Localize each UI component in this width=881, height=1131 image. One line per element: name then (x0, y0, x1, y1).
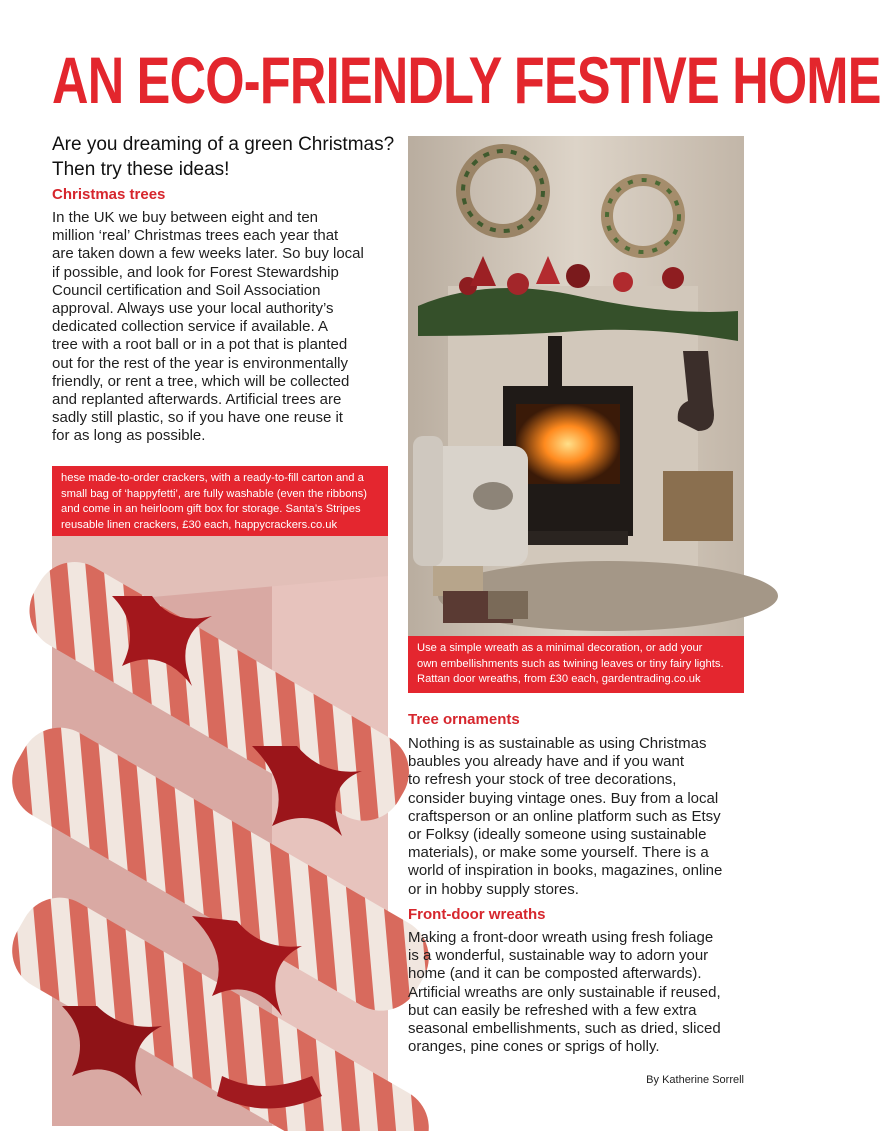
text-line: or Folksy (ideally someone using sustainable (408, 826, 707, 844)
text-line: tree with a root ball or in a pot that is planted (52, 336, 348, 354)
text-line: baubles you already have and if you want (408, 753, 685, 771)
text-line: if possible, and look for Forest Stewardship (52, 263, 339, 281)
text-line: oranges, pine cones or sprigs of holly. (408, 1038, 660, 1056)
caption-line: reusable linen crackers, £30 each, happycrackers.co.uk (61, 518, 338, 531)
caption-line: Use a simple wreath as a minimal decoration, or add your (417, 642, 703, 654)
page-title: AN ECO-FRIENDLY FESTIVE HOME (52, 43, 881, 117)
front-door-wreaths-heading: Front-door wreaths (408, 906, 546, 923)
text-line: Council certification and Soil Association (52, 281, 321, 299)
text-line: to refresh your stock of tree decorations, (408, 771, 677, 789)
caption-line: small bag of ‘happyfetti’, are fully washable (even the ribbons) (61, 487, 367, 500)
text-line: but can easily be refreshed with a few extra (408, 1001, 697, 1019)
christmas-trees-text (52, 209, 397, 446)
caption-line: and come in an heirloom gift box for storage. Santa’s Stripes (61, 503, 361, 515)
text-line: Nothing is as sustainable as using Christmas (408, 735, 707, 752)
tree-ornaments-heading: Tree ornaments (408, 711, 520, 728)
text-line: home (and it can be composted afterwards). (408, 965, 702, 983)
intro-line-1: Are you dreaming of a green Christmas? (52, 134, 395, 155)
intro-line-2: Then try these ideas! (52, 159, 230, 180)
crackers-illustration (52, 536, 388, 1126)
caption-line: hese made-to-order crackers, with a ready-to-fill carton and a (61, 472, 364, 484)
christmas-trees-heading: Christmas trees (52, 186, 166, 203)
fireplace-illustration (408, 136, 744, 636)
text-line: million ‘real’ Christmas trees each year that (52, 227, 339, 245)
text-line: or in hobby supply stores. (408, 880, 579, 898)
front-door-wreaths-text (408, 929, 753, 1056)
text-line: for as long as possible. (52, 427, 206, 445)
text-line: sadly still plastic, so if you have one reuse it (52, 409, 343, 427)
text-line: and replanted afterwards. Artificial trees are (52, 391, 342, 409)
text-line: approval. Always use your local authority’s (52, 300, 334, 318)
caption-line: Rattan door wreaths, from £30 each, gardentrading.co.uk (417, 673, 701, 685)
intro-heading (52, 132, 402, 182)
wreath-caption (408, 636, 744, 693)
text-line: craftsperson or an online platform such as Etsy (408, 807, 721, 825)
text-line: seasonal embellishments, such as dried, sliced (408, 1020, 721, 1038)
text-line: are taken down a few weeks later. So buy local (52, 245, 364, 263)
text-line: is a wonderful, sustainable way to adorn your (408, 947, 709, 965)
text-line: friendly, or rent a tree, which will be collected (52, 372, 350, 390)
text-line: materials), or make some yourself. There is a (408, 844, 709, 862)
text-line: dedicated collection service if available. A (52, 318, 328, 336)
text-line: Artificial wreaths are only sustainable if reused, (408, 983, 721, 1001)
author-byline: By Katherine Sorrell (646, 1074, 744, 1086)
tree-ornaments-text (408, 735, 753, 899)
text-line: world of inspiration in books, magazines, online (408, 862, 723, 880)
text-line: Making a front-door wreath using fresh foliage (408, 929, 714, 946)
fireplace-photo (408, 136, 744, 636)
text-line: In the UK we buy between eight and ten (52, 209, 319, 226)
text-line: out for the rest of the year is environmentally (52, 354, 348, 372)
text-line: consider buying vintage ones. Buy from a local (408, 789, 719, 807)
crackers-photo (52, 536, 388, 1126)
crackers-caption (52, 466, 388, 536)
caption-line: own embellishments such as twining leaves or tiny fairy lights. (417, 657, 724, 670)
